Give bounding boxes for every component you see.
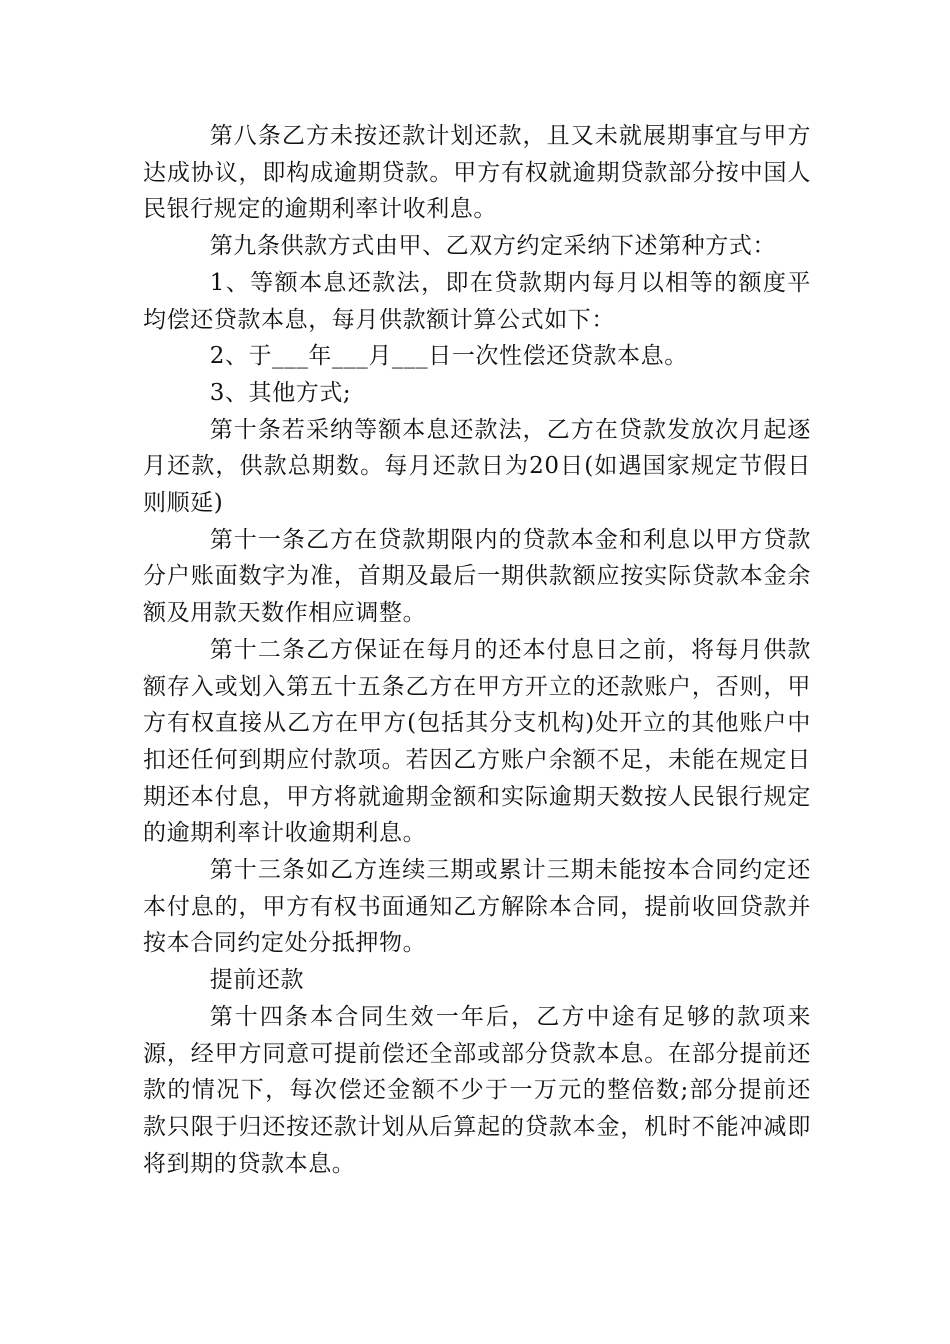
paragraph-article-13: 第十三条如乙方连续三期或累计三期未能按本合同约定还本付息的，甲方有权书面通知乙方解除本合同，提前收回贷款并按本合同约定处分抵押物。 [143,857,811,957]
paragraph-article-9: 第九条供款方式由甲、乙双方约定采纳下述第种方式： [209,233,777,260]
paragraph-article-10: 第十条若采纳等额本息还款法，乙方在贷款发放次月起逐月还款，供款总期数。每月还款日为20日(如遇国家规定节假日则顺延) [143,416,811,517]
paragraph-article-14: 第十四条本合同生效一年后，乙方中途有足够的款项来源，经甲方同意可提前偿还全部或部分贷款本息。在部分提前还款的情况下，每次偿还金额不少于一万元的整倍数;部分提前还款只限于归还按还款计划从后算起的贷款本金，机时不能冲减即将到期的贷款本息。 [143,1003,811,1177]
paragraph-article-8: 第八条乙方未按还款计划还款，且又未就展期事宜与甲方达成协议，即构成逾期贷款。甲方有权就逾期贷款部分按中国人民银行规定的逾期利率计收利息。 [143,123,811,223]
paragraph-article-12: 第十二条乙方保证在每月的还本付息日之前，将每月供款额存入或划入第五十五条乙方在甲方开立的还款账户，否则，甲方有权直接从乙方在甲方(包括其分支机构)处开立的其他账户中扣还任何到期应付款项。若因乙方账户余额不足，未能在规定日期还本付息，甲方将就逾期金额和实际逾期天数按人民银行规定的逾期利率计收逾期利息。 [143,636,811,847]
paragraph-option-1: 1、等额本息还款法，即在贷款期内每月以相等的额度平均偿还贷款本息，每月供款额计算公式如下： [143,269,811,333]
document-body [143,118,811,1182]
paragraph-option-2: 2、于___年___月___日一次性偿还贷款本息。 [209,343,688,370]
paragraph-article-11: 第十一条乙方在贷款期限内的贷款本金和利息以甲方贷款分户账面数字为准，首期及最后一期供款额应按实际贷款本金余额及用款天数作相应调整。 [143,526,811,627]
paragraph-option-3: 3、其他方式; [209,379,352,406]
section-heading-prepayment: 提前还款 [209,967,305,994]
